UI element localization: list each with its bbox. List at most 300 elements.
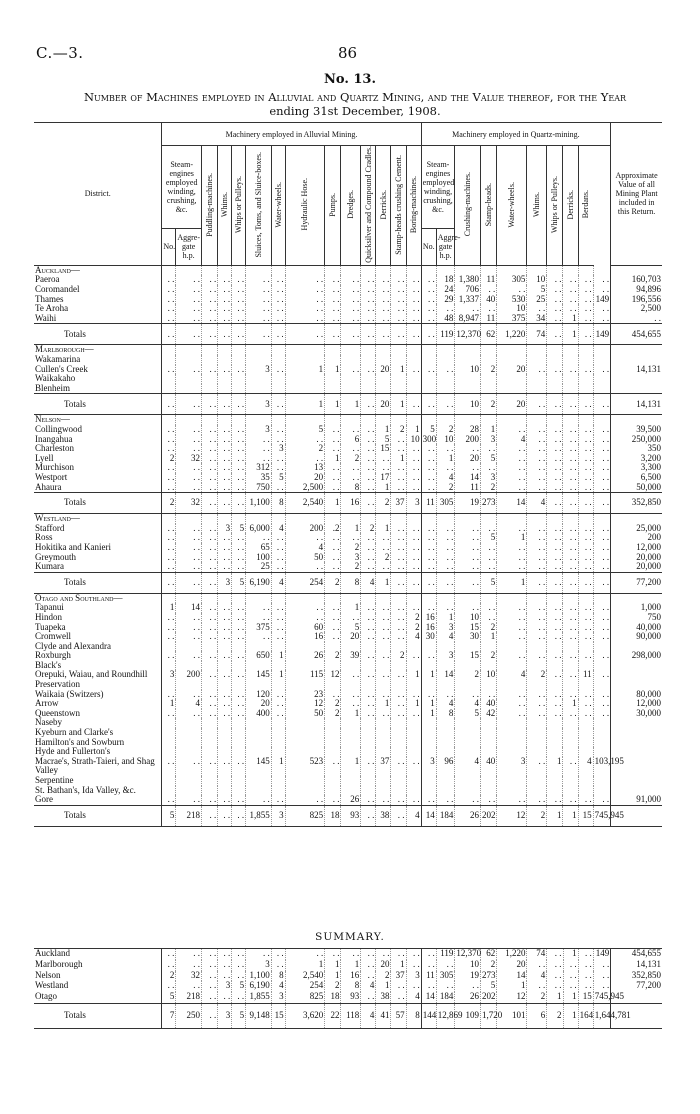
cell: . . (176, 795, 202, 805)
table-row (34, 275, 662, 285)
alluvial-col-10-label: Stamp-heads crushing Cement. (393, 154, 403, 255)
cell: 1,337 (455, 295, 481, 305)
quartz-col-2 (497, 146, 527, 266)
cell: 4 (361, 1003, 376, 1028)
cell (527, 384, 547, 394)
cell: . . (162, 949, 176, 960)
cell: . . (578, 324, 593, 345)
cell: . . (361, 444, 376, 454)
cell: . . (285, 613, 325, 623)
cell: . . (325, 463, 341, 473)
cell: . . (218, 444, 232, 454)
cell: 2 (480, 623, 496, 633)
cell: 2 (376, 493, 391, 514)
cell: 4 (455, 757, 481, 776)
cell (436, 345, 455, 355)
cell: . . (246, 314, 272, 324)
cell (361, 718, 376, 728)
cell: . . (325, 757, 341, 776)
cell: . . (325, 473, 341, 483)
cell: . . (497, 543, 527, 553)
cell: . . (376, 295, 391, 305)
cell: . . (162, 757, 176, 776)
cell: . . (271, 795, 285, 805)
cell: 305 (497, 275, 527, 285)
cell: . . (563, 304, 578, 314)
cell: . . (563, 562, 578, 572)
cell: . . (218, 285, 232, 295)
title-line-2: ending 31st December, 1908. (269, 104, 441, 118)
cell: . . (391, 699, 406, 709)
cell: . . (391, 543, 406, 553)
cell: . . (547, 454, 563, 464)
cell: 149 (593, 324, 611, 345)
cell: 254 (285, 981, 325, 992)
cell: . . (547, 314, 563, 324)
cell: . . (578, 314, 593, 324)
cell (218, 718, 232, 728)
cell: . . (436, 394, 455, 415)
cell (325, 776, 341, 786)
cell: 200 (176, 670, 202, 689)
cell: 3 (421, 757, 436, 776)
cell (285, 374, 325, 384)
quartz-col-5 (563, 146, 578, 266)
cell (162, 718, 176, 728)
cell: 523 (285, 757, 325, 776)
cell: . . (218, 463, 232, 473)
alluvial-no-header: No. (162, 228, 176, 265)
cell: 1 (285, 365, 325, 375)
cell: . . (497, 690, 527, 700)
cell: 3 (436, 651, 455, 661)
cell (563, 776, 578, 786)
cell: . . (271, 709, 285, 719)
cell: . . (218, 304, 232, 314)
cell: 60 (285, 623, 325, 633)
cell: . . (162, 533, 176, 543)
cell: . . (406, 483, 421, 493)
cell: . . (201, 533, 217, 543)
cell: . . (176, 690, 202, 700)
cell: 57 (391, 1003, 406, 1028)
cell: 1,220 (497, 324, 527, 345)
cell (497, 384, 527, 394)
cell: 3,620 (285, 1003, 325, 1028)
cell: . . (325, 314, 341, 324)
alluvial-col-9-label: Derricks. (378, 189, 388, 220)
cell: 119 (436, 949, 455, 960)
cell: . . (547, 543, 563, 553)
cell: . . (271, 295, 285, 305)
cell: 19 (455, 971, 481, 982)
cell: 16 (341, 493, 361, 514)
row-label: Gore (35, 794, 53, 805)
region-heading (34, 345, 662, 355)
cell: 196,556 (611, 295, 662, 305)
cell: . . (325, 562, 341, 572)
cell (341, 374, 361, 384)
cell: . . (201, 699, 217, 709)
cell: 5 (480, 533, 496, 543)
cell: 90,000 (611, 632, 662, 642)
cell: . . (271, 533, 285, 543)
cell: . . (201, 314, 217, 324)
cell: . . (232, 949, 246, 960)
cell: 32 (176, 454, 202, 464)
cell: 145 (246, 757, 272, 776)
cell: 40 (480, 295, 496, 305)
cell: . . (593, 572, 611, 593)
cell: . . (421, 304, 436, 314)
cell: .2 (325, 524, 341, 534)
cell: . . (497, 623, 527, 633)
alluvial-col-11 (406, 146, 421, 266)
cell (361, 384, 376, 394)
cell: 20 (246, 699, 272, 709)
cell: . . (341, 365, 361, 375)
alluvial-col-7 (341, 146, 361, 266)
cell: . . (271, 304, 285, 314)
quartz-col-0-label: Crushing-machines. (463, 172, 473, 237)
cell (285, 738, 325, 748)
cell: . . (547, 463, 563, 473)
cell: 93 (341, 805, 361, 826)
cell: 2 (527, 805, 547, 826)
cell: . . (593, 425, 611, 435)
quartz-hp-header: Aggre-gate h.p. (436, 228, 455, 265)
cell: . . (232, 463, 246, 473)
cell: . . (547, 562, 563, 572)
cell: 2 (480, 365, 496, 375)
cell: 17 (376, 473, 391, 483)
cell: 18 (436, 275, 455, 285)
cell: . . (218, 992, 232, 1003)
cell: . . (201, 572, 217, 593)
cell (406, 345, 421, 355)
cell: . . (201, 493, 217, 514)
cell: . . (246, 533, 272, 543)
cell (421, 728, 436, 738)
row-label: Waikakaho (35, 373, 76, 384)
row-label: Tuapeka (35, 621, 66, 632)
row-label: Cullen's Creek (35, 363, 88, 374)
cell: . . (201, 992, 217, 1003)
cell: . . (593, 304, 611, 314)
row-label: Coromandel (35, 284, 80, 295)
cell: . . (201, 473, 217, 483)
cell: 26 (455, 805, 481, 826)
cell: . . (563, 757, 578, 776)
cell (232, 345, 246, 355)
cell: 2 (480, 394, 496, 415)
cell (611, 718, 662, 728)
cell (611, 345, 662, 355)
cell: . . (391, 757, 406, 776)
table-row (34, 295, 662, 305)
cell: 38 (376, 992, 391, 1003)
cell: . . (527, 603, 547, 613)
cell (246, 374, 272, 384)
cell: . . (376, 795, 391, 805)
cell: 15 (455, 651, 481, 661)
cell: 77,200 (611, 981, 662, 992)
cell: 11 (421, 971, 436, 982)
cell: 5 (162, 805, 176, 826)
table-row (34, 690, 662, 700)
cell: . . (271, 613, 285, 623)
cell: 2 (285, 444, 325, 454)
cell: . . (218, 699, 232, 709)
cell: . . (376, 463, 391, 473)
cell: . . (406, 603, 421, 613)
cell: . . (246, 632, 272, 642)
cell: . . (436, 533, 455, 543)
cell: 2 (162, 454, 176, 464)
cell: 109 (455, 1003, 481, 1028)
cell: . . (271, 365, 285, 375)
cell: . . (578, 483, 593, 493)
cell: . . (218, 324, 232, 345)
cell: 5 (232, 981, 246, 992)
cell: 3 (341, 553, 361, 563)
cell: . . (497, 425, 527, 435)
cell (578, 776, 593, 786)
cell: . . (176, 473, 202, 483)
page-number: 86 (338, 44, 358, 62)
cell: 4 (406, 992, 421, 1003)
cell: . . (341, 444, 361, 454)
cell: . . (547, 553, 563, 563)
totals-row (34, 324, 662, 345)
row-label: Auckland— (35, 264, 80, 275)
cell (593, 384, 611, 394)
cell: 40 (480, 757, 496, 776)
cell (611, 776, 662, 786)
quartz-col-6-label: Berdans. (581, 190, 591, 219)
cell: 1 (285, 960, 325, 971)
cell: . . (578, 533, 593, 543)
cell: . . (246, 275, 272, 285)
cell (527, 728, 547, 738)
cell: . . (391, 690, 406, 700)
cell: 4 (578, 757, 593, 776)
cell: 1 (376, 981, 391, 992)
cell (406, 718, 421, 728)
cell: 3 (218, 524, 232, 534)
cell: 20 (497, 394, 527, 415)
cell: . . (480, 613, 496, 623)
cell (361, 776, 376, 786)
cell (232, 374, 246, 384)
row-label: Totals (34, 1003, 162, 1028)
cell: . . (341, 285, 361, 295)
cell: . . (421, 295, 436, 305)
cell (421, 776, 436, 786)
cell: . . (497, 709, 527, 719)
cell: 4 (455, 699, 481, 709)
cell: 1 (391, 960, 406, 971)
cell: . . (376, 613, 391, 623)
cell: . . (547, 981, 563, 992)
cell: . . (547, 285, 563, 295)
cell: . . (376, 709, 391, 719)
row-label: Serpentine (35, 775, 74, 785)
cell: . . (361, 613, 376, 623)
cell: . . (232, 444, 246, 454)
cell: 530 (497, 295, 527, 305)
cell: 4 (406, 805, 421, 826)
cell: . . (325, 425, 341, 435)
cell: . . (563, 709, 578, 719)
cell: 3 (246, 365, 272, 375)
cell: . . (547, 304, 563, 314)
cell: 16 (421, 623, 436, 633)
cell: 2 (480, 651, 496, 661)
cell: 41 (376, 1003, 391, 1028)
cell: 1 (563, 992, 578, 1003)
cell (218, 384, 232, 394)
quartz-col-1-label: Stamp-heads. (484, 182, 494, 227)
table-row (34, 473, 662, 483)
cell: 250 (176, 1003, 202, 1028)
cell: . . (176, 562, 202, 572)
cell: . . (361, 473, 376, 483)
cell: 218 (176, 992, 202, 1003)
row-label: Roxburgh (35, 650, 71, 661)
cell: 20 (497, 365, 527, 375)
cell: 1 (285, 394, 325, 415)
cell: . . (406, 651, 421, 661)
cell: 30 (421, 632, 436, 642)
cell: 10 (527, 275, 547, 285)
cell: 91,000 (611, 795, 662, 805)
cell (406, 374, 421, 384)
cell: . . (547, 275, 563, 285)
cell (162, 345, 176, 355)
cell: 2 (341, 454, 361, 464)
cell (455, 718, 481, 728)
cell: . . (578, 981, 593, 992)
cell: . . (406, 795, 421, 805)
cell: 1 (376, 699, 391, 709)
cell: . . (391, 285, 406, 295)
cell: 10 (455, 365, 481, 375)
cell: . . (361, 623, 376, 633)
cell: . . (218, 795, 232, 805)
cell: . . (376, 670, 391, 689)
cell: 2 (527, 670, 547, 689)
cell: 825 (285, 805, 325, 826)
quartz-col-4-label: Whips or Pulleys. (550, 175, 560, 233)
cell: 2 (406, 613, 421, 623)
cell: . . (162, 295, 176, 305)
cell: . . (201, 285, 217, 295)
cell: . . (162, 981, 176, 992)
cell: 15 (578, 805, 593, 826)
cell: . . (376, 275, 391, 285)
cell: . . (232, 454, 246, 464)
cell: . . (162, 709, 176, 719)
cell (527, 776, 547, 786)
cell (563, 718, 578, 728)
summary-body (34, 949, 662, 1029)
cell: . . (176, 324, 202, 345)
cell: 1 (341, 394, 361, 415)
cell: . . (232, 709, 246, 719)
cell: . . (232, 795, 246, 805)
cell: 28 (455, 425, 481, 435)
cell: . . (421, 533, 436, 543)
cell: . . (271, 394, 285, 415)
row-label: Queenstown (35, 707, 80, 718)
cell: . . (563, 435, 578, 445)
cell: . . (218, 533, 232, 543)
cell: . . (391, 623, 406, 633)
cell: . . (201, 651, 217, 661)
cell: . . (547, 483, 563, 493)
cell: 3 (436, 623, 455, 633)
cell: 62 (480, 949, 496, 960)
table-row (34, 603, 662, 613)
cell: 14 (421, 805, 436, 826)
cell: 250,000 (611, 435, 662, 445)
cell (497, 374, 527, 384)
cell (361, 374, 376, 384)
cell: . . (593, 613, 611, 623)
cell (578, 345, 593, 355)
cell: . . (563, 483, 578, 493)
cell (547, 345, 563, 355)
quartz-col-3 (527, 146, 547, 266)
row-label: St. Bathan's, Ida Valley, &c. (35, 784, 136, 795)
cell: . . (218, 435, 232, 445)
cell: . . (246, 613, 272, 623)
cell: . . (162, 285, 176, 295)
cell: 305 (436, 971, 455, 982)
cell: 10 (406, 435, 421, 445)
cell: . . (455, 524, 481, 534)
cell: . . (547, 632, 563, 642)
cell: . . (201, 960, 217, 971)
cell: . . (176, 365, 202, 375)
cell: . . (201, 435, 217, 445)
cell: 1 (497, 533, 527, 543)
cell: . . (391, 473, 406, 483)
row-label: Thames (35, 293, 64, 304)
cell: . . (361, 805, 376, 826)
cell: . . (232, 613, 246, 623)
cell: . . (176, 553, 202, 563)
cell: . . (480, 690, 496, 700)
cell: 37 (391, 971, 406, 982)
cell (232, 738, 246, 748)
cell: . . (497, 562, 527, 572)
cell: . . (361, 314, 376, 324)
cell: . . (391, 295, 406, 305)
cell: . . (497, 463, 527, 473)
cell: . . (232, 632, 246, 642)
cell: 50,000 (611, 483, 662, 493)
cell: 4 (271, 572, 285, 593)
cell: . . (547, 295, 563, 305)
cell: 2 (436, 483, 455, 493)
cell: 29 (436, 295, 455, 305)
cell: . . (201, 795, 217, 805)
cell: . . (201, 690, 217, 700)
cell: 2,540 (285, 493, 325, 514)
cell: . . (361, 454, 376, 464)
